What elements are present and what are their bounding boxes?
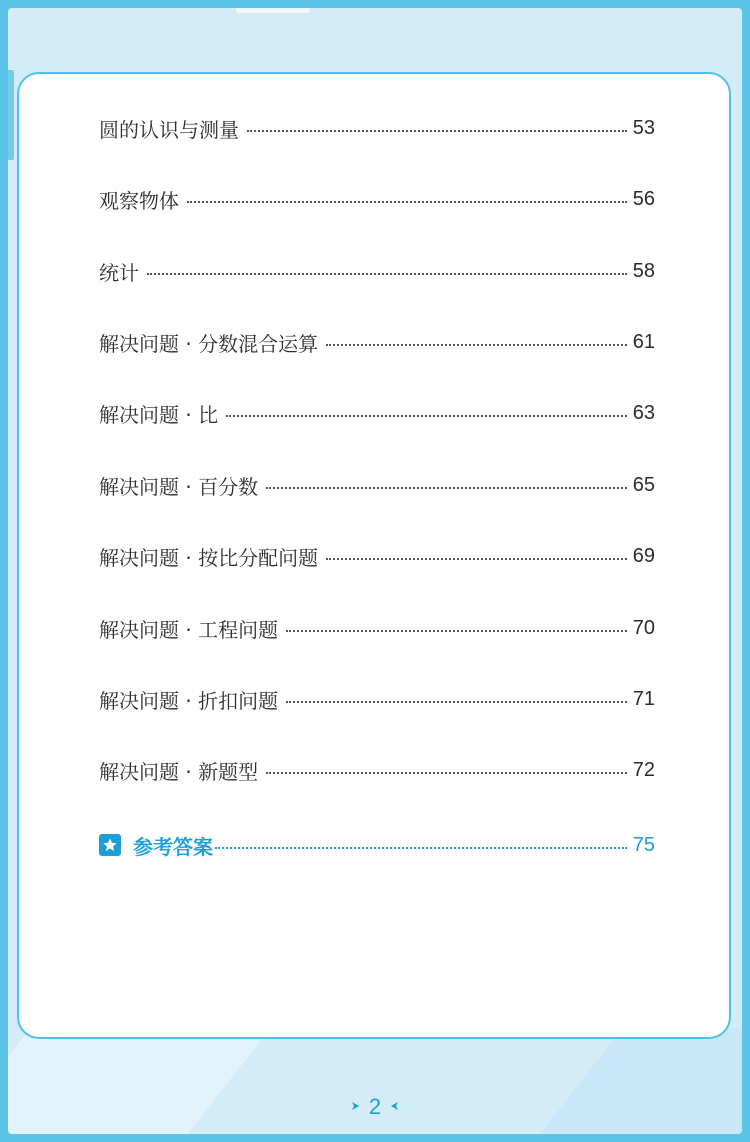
chevron-right-icon	[349, 1098, 363, 1117]
toc-entry-page: 75	[632, 833, 655, 856]
toc-entry-title: 统计	[99, 260, 139, 285]
dot-leader	[215, 847, 627, 849]
toc-entry[interactable]	[99, 112, 655, 144]
dot-leader	[187, 201, 627, 203]
toc-card	[17, 72, 731, 1039]
toc-entry-title: 解决问题 · 工程问题	[99, 617, 279, 642]
dot-leader	[266, 772, 627, 774]
toc-entry-page: 69	[632, 544, 655, 567]
toc-entry-title: 解决问题 · 分数混合运算	[99, 331, 319, 356]
toc-entry-title: 解决问题 · 新题型	[99, 759, 259, 784]
top-tab-decoration	[236, 8, 310, 13]
star-icon	[99, 834, 121, 856]
toc-entry[interactable]	[99, 612, 655, 644]
dot-leader	[247, 130, 627, 132]
toc-entry-title: 解决问题 · 折扣问题	[99, 688, 279, 713]
toc-entry-page: 53	[632, 116, 655, 139]
dot-leader	[147, 273, 627, 275]
toc-entry-page: 65	[632, 473, 655, 496]
dot-leader	[326, 558, 627, 560]
toc-entry-title: 解决问题 · 百分数	[99, 474, 259, 499]
toc-entry-title: 解决问题 · 按比分配问题	[99, 545, 319, 570]
toc-entry-page: 70	[632, 616, 655, 639]
toc-entry[interactable]	[99, 683, 655, 715]
toc-entry-page: 58	[632, 259, 655, 282]
dot-leader	[226, 415, 627, 417]
toc-entry-page: 72	[632, 758, 655, 781]
toc-entry[interactable]	[99, 397, 655, 429]
toc-entry-page: 56	[632, 187, 655, 210]
toc-entry[interactable]	[99, 183, 655, 215]
toc-entry-title: 参考答案	[133, 834, 213, 859]
toc-entry-title: 观察物体	[99, 188, 179, 213]
page-number: 2	[368, 1094, 382, 1119]
toc-entry[interactable]	[99, 255, 655, 287]
dot-leader	[286, 701, 627, 703]
toc-entry-page: 61	[632, 330, 655, 353]
dot-leader	[266, 487, 627, 489]
dot-leader	[286, 630, 627, 632]
dot-leader	[326, 344, 627, 346]
toc-entry-answers[interactable]	[99, 829, 655, 861]
page-number-footer	[0, 1092, 750, 1122]
toc-entry[interactable]	[99, 754, 655, 786]
toc-entry[interactable]	[99, 326, 655, 358]
side-tab-decoration	[8, 70, 14, 160]
chevron-left-icon	[387, 1098, 401, 1117]
toc-entry-title: 圆的认识与测量	[99, 117, 239, 142]
toc-entry-title: 解决问题 · 比	[99, 402, 219, 427]
toc-entry-page: 63	[632, 401, 655, 424]
toc-entry-page: 71	[632, 687, 655, 710]
toc-entry[interactable]	[99, 540, 655, 572]
toc-entry[interactable]	[99, 469, 655, 501]
table-of-contents	[19, 74, 729, 1037]
